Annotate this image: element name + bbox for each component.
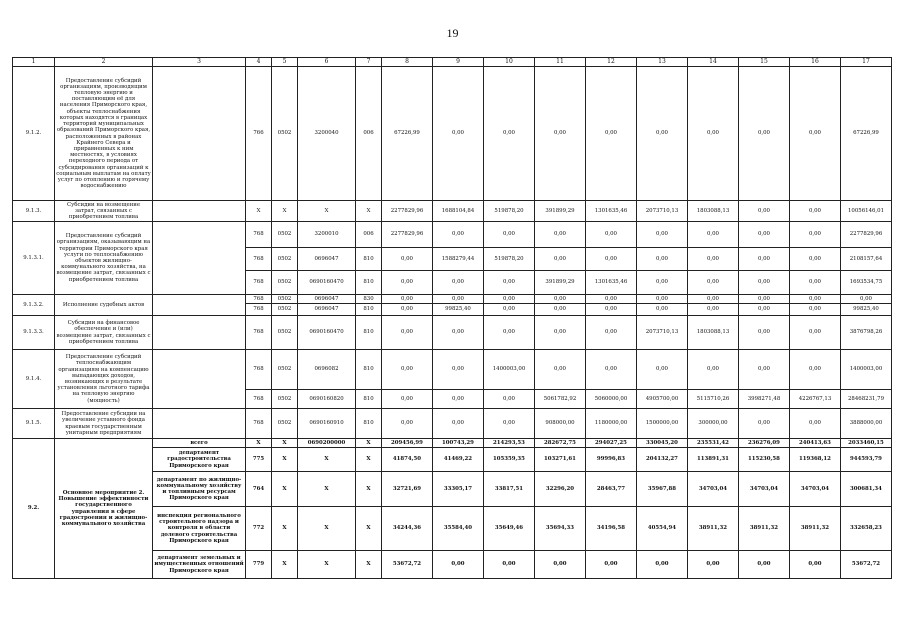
value-cell: 0,00 bbox=[484, 390, 535, 409]
table-cell: 768 bbox=[246, 222, 272, 248]
value-cell: 0,00 bbox=[535, 295, 586, 304]
column-header: 12 bbox=[586, 58, 637, 67]
column-header: 10 bbox=[484, 58, 535, 67]
value-cell: 0,00 bbox=[433, 551, 484, 579]
value-cell: 115230,58 bbox=[739, 448, 790, 472]
value-cell: 214293,53 bbox=[484, 439, 535, 448]
value-cell: 32721,69 bbox=[382, 472, 433, 507]
empty-cell bbox=[153, 201, 246, 222]
value-cell: 0,00 bbox=[790, 271, 841, 295]
value-cell: 0,00 bbox=[790, 551, 841, 579]
value-cell: 28468231,79 bbox=[841, 390, 892, 409]
column-header: 15 bbox=[739, 58, 790, 67]
table-cell: 830 bbox=[356, 295, 382, 304]
value-cell: 0,00 bbox=[586, 295, 637, 304]
table-cell: 0502 bbox=[272, 67, 298, 201]
value-cell: 3876798,26 bbox=[841, 316, 892, 350]
value-cell: 0,00 bbox=[739, 222, 790, 248]
table-cell: 0690200000 bbox=[298, 439, 356, 448]
value-cell: 330045,20 bbox=[637, 439, 688, 448]
row-name: Исполнение судебных актов bbox=[55, 295, 153, 316]
table-cell: X bbox=[272, 472, 298, 507]
value-cell: 2073710,13 bbox=[637, 316, 688, 350]
column-header: 13 bbox=[637, 58, 688, 67]
value-cell: 0,00 bbox=[790, 316, 841, 350]
row-name: Предоставление субсидий теплоснабжающим организациям на компенсацию выпадающих доходов, возникающих в результате установления льготного тарифа на тепловую энергию (мощность) bbox=[55, 350, 153, 409]
table-cell: X bbox=[272, 551, 298, 579]
value-cell: 0,00 bbox=[484, 316, 535, 350]
value-cell: 0,00 bbox=[535, 67, 586, 201]
value-cell: 119368,12 bbox=[790, 448, 841, 472]
table-cell: X bbox=[356, 439, 382, 448]
table-cell: X bbox=[356, 507, 382, 551]
table-cell: 779 bbox=[246, 551, 272, 579]
value-cell: 0,00 bbox=[535, 304, 586, 316]
value-cell: 0,00 bbox=[637, 248, 688, 271]
value-cell: 0,00 bbox=[535, 316, 586, 350]
value-cell: 1688104,84 bbox=[433, 201, 484, 222]
table-row bbox=[13, 201, 892, 222]
table-cell: 810 bbox=[356, 390, 382, 409]
value-cell: 0,00 bbox=[739, 271, 790, 295]
value-cell: 1588279,44 bbox=[433, 248, 484, 271]
value-cell: 0,00 bbox=[739, 295, 790, 304]
column-header: 9 bbox=[433, 58, 484, 67]
table-row bbox=[13, 409, 892, 439]
budget-table bbox=[12, 57, 892, 579]
table-cell: 768 bbox=[246, 304, 272, 316]
table-body bbox=[13, 58, 892, 579]
empty-cell bbox=[153, 67, 246, 201]
table-cell: 0502 bbox=[272, 316, 298, 350]
column-header: 4 bbox=[246, 58, 272, 67]
table-cell: 006 bbox=[356, 222, 382, 248]
value-cell: 0,00 bbox=[433, 271, 484, 295]
sub-label: департамент по жилищно-коммунальному хозяйству и топливным ресурсам Приморского края bbox=[153, 472, 246, 507]
value-cell: 38911,32 bbox=[790, 507, 841, 551]
value-cell: 0,00 bbox=[841, 295, 892, 304]
value-cell: 300681,34 bbox=[841, 472, 892, 507]
value-cell: 908000,00 bbox=[535, 409, 586, 439]
column-header: 5 bbox=[272, 58, 298, 67]
value-cell: 0,00 bbox=[739, 304, 790, 316]
value-cell: 5060000,00 bbox=[586, 390, 637, 409]
value-cell: 0,00 bbox=[790, 304, 841, 316]
table-row bbox=[13, 295, 892, 304]
value-cell: 1301635,46 bbox=[586, 271, 637, 295]
value-cell: 519878,20 bbox=[484, 201, 535, 222]
value-cell: 5061782,92 bbox=[535, 390, 586, 409]
value-cell: 34703,04 bbox=[739, 472, 790, 507]
value-cell: 0,00 bbox=[790, 201, 841, 222]
value-cell: 32296,20 bbox=[535, 472, 586, 507]
table-cell: 0502 bbox=[272, 409, 298, 439]
table-cell: 810 bbox=[356, 304, 382, 316]
value-cell: 0,00 bbox=[790, 350, 841, 390]
table-cell: 0502 bbox=[272, 304, 298, 316]
value-cell: 33305,17 bbox=[433, 472, 484, 507]
value-cell: 4905700,00 bbox=[637, 390, 688, 409]
table-cell: 764 bbox=[246, 472, 272, 507]
value-cell: 113891,31 bbox=[688, 448, 739, 472]
table-cell: 3200010 bbox=[298, 222, 356, 248]
empty-cell bbox=[153, 409, 246, 439]
table-row bbox=[13, 58, 892, 67]
table-cell: 810 bbox=[356, 248, 382, 271]
table-cell: X bbox=[298, 201, 356, 222]
value-cell: 10056146,01 bbox=[841, 201, 892, 222]
value-cell: 67226,99 bbox=[841, 67, 892, 201]
value-cell: 282672,75 bbox=[535, 439, 586, 448]
value-cell: 53672,72 bbox=[382, 551, 433, 579]
value-cell: 0,00 bbox=[790, 248, 841, 271]
value-cell: 35967,88 bbox=[637, 472, 688, 507]
value-cell: 99996,83 bbox=[586, 448, 637, 472]
value-cell: 1500000,00 bbox=[637, 409, 688, 439]
value-cell: 0,00 bbox=[382, 409, 433, 439]
row-name: Предоставление субсидий организациям, производящим тепловую энергию и поставляющим её для населения Приморского края, объекты теплоснабжения которых находятся в границах территорий муниципальных образований Приморского края, расположенных в районах Крайнего Севера и приравненных к ним местностях, в условиях переходного периода от субсидирования организаций к социальным выплатам на оплату услуг по отоплению и горячему водоснабжению bbox=[55, 67, 153, 201]
value-cell: 0,00 bbox=[688, 222, 739, 248]
row-code: 9.1.5. bbox=[13, 409, 55, 439]
value-cell: 391899,29 bbox=[535, 271, 586, 295]
value-cell: 0,00 bbox=[586, 67, 637, 201]
sub-label: всего bbox=[153, 439, 246, 448]
value-cell: 53672,72 bbox=[841, 551, 892, 579]
table-row bbox=[13, 316, 892, 350]
value-cell: 34244,36 bbox=[382, 507, 433, 551]
column-header: 1 bbox=[13, 58, 55, 67]
value-cell: 0,00 bbox=[688, 248, 739, 271]
row-code: 9.1.3.3. bbox=[13, 316, 55, 350]
value-cell: 236276,09 bbox=[739, 439, 790, 448]
value-cell: 28463,77 bbox=[586, 472, 637, 507]
value-cell: 0,00 bbox=[637, 350, 688, 390]
value-cell: 0,00 bbox=[790, 409, 841, 439]
table-cell: 810 bbox=[356, 316, 382, 350]
value-cell: 99825,40 bbox=[433, 304, 484, 316]
table-cell: 768 bbox=[246, 248, 272, 271]
value-cell: 0,00 bbox=[535, 248, 586, 271]
value-cell: 103271,61 bbox=[535, 448, 586, 472]
value-cell: 0,00 bbox=[586, 316, 637, 350]
table-cell: 768 bbox=[246, 390, 272, 409]
value-cell: 0,00 bbox=[382, 350, 433, 390]
value-cell: 3888000,00 bbox=[841, 409, 892, 439]
table-cell: 0696047 bbox=[298, 248, 356, 271]
row-name: Предоставление субсидии на увеличение уставного фонда краевым государственным унитарным предприятиям bbox=[55, 409, 153, 439]
sub-label: департамент земельных и имущественных отношений Приморского края bbox=[153, 551, 246, 579]
table-cell: 775 bbox=[246, 448, 272, 472]
value-cell: 0,00 bbox=[688, 551, 739, 579]
value-cell: 2108157,64 bbox=[841, 248, 892, 271]
column-header: 14 bbox=[688, 58, 739, 67]
value-cell: 209456,99 bbox=[382, 439, 433, 448]
value-cell: 0,00 bbox=[739, 409, 790, 439]
value-cell: 0,00 bbox=[382, 295, 433, 304]
value-cell: 3998271,48 bbox=[739, 390, 790, 409]
table-cell: 768 bbox=[246, 409, 272, 439]
value-cell: 0,00 bbox=[382, 271, 433, 295]
column-header: 16 bbox=[790, 58, 841, 67]
value-cell: 105359,35 bbox=[484, 448, 535, 472]
table-cell: 0502 bbox=[272, 295, 298, 304]
value-cell: 0,00 bbox=[739, 316, 790, 350]
value-cell: 0,00 bbox=[484, 409, 535, 439]
value-cell: 34703,04 bbox=[688, 472, 739, 507]
value-cell: 204132,27 bbox=[637, 448, 688, 472]
table-cell: X bbox=[298, 472, 356, 507]
value-cell: 0,00 bbox=[739, 201, 790, 222]
column-header: 6 bbox=[298, 58, 356, 67]
value-cell: 0,00 bbox=[637, 222, 688, 248]
table-cell: 768 bbox=[246, 271, 272, 295]
empty-cell bbox=[153, 222, 246, 295]
value-cell: 38911,32 bbox=[688, 507, 739, 551]
value-cell: 0,00 bbox=[484, 67, 535, 201]
value-cell: 100743,29 bbox=[433, 439, 484, 448]
value-cell: 0,00 bbox=[535, 551, 586, 579]
table-cell: 3200040 bbox=[298, 67, 356, 201]
value-cell: 41874,50 bbox=[382, 448, 433, 472]
value-cell: 0,00 bbox=[484, 222, 535, 248]
table-cell: X bbox=[272, 201, 298, 222]
value-cell: 0,00 bbox=[586, 350, 637, 390]
value-cell: 0,00 bbox=[433, 409, 484, 439]
value-cell: 0,00 bbox=[586, 304, 637, 316]
value-cell: 0,00 bbox=[739, 551, 790, 579]
value-cell: 294027,25 bbox=[586, 439, 637, 448]
value-cell: 4226767,13 bbox=[790, 390, 841, 409]
value-cell: 2277829,96 bbox=[382, 222, 433, 248]
value-cell: 391899,29 bbox=[535, 201, 586, 222]
table-cell: 768 bbox=[246, 295, 272, 304]
value-cell: 0,00 bbox=[484, 304, 535, 316]
value-cell: 0,00 bbox=[790, 295, 841, 304]
table-cell: X bbox=[356, 551, 382, 579]
row-code: 9.1.2. bbox=[13, 67, 55, 201]
table-cell: 0690160820 bbox=[298, 390, 356, 409]
table-cell: 0696047 bbox=[298, 295, 356, 304]
value-cell: 0,00 bbox=[637, 271, 688, 295]
table-cell: 0690160910 bbox=[298, 409, 356, 439]
value-cell: 519878,20 bbox=[484, 248, 535, 271]
table-cell: 0502 bbox=[272, 271, 298, 295]
empty-cell bbox=[153, 316, 246, 350]
row-code: 9.1.3.2. bbox=[13, 295, 55, 316]
table-cell: 810 bbox=[356, 409, 382, 439]
value-cell: 0,00 bbox=[586, 248, 637, 271]
value-cell: 2033460,15 bbox=[841, 439, 892, 448]
value-cell: 944593,79 bbox=[841, 448, 892, 472]
value-cell: 5115710,26 bbox=[688, 390, 739, 409]
table-row bbox=[13, 67, 892, 201]
value-cell: 0,00 bbox=[484, 271, 535, 295]
value-cell: 0,00 bbox=[688, 350, 739, 390]
column-header: 3 bbox=[153, 58, 246, 67]
table-cell: 810 bbox=[356, 350, 382, 390]
table-cell: X bbox=[298, 507, 356, 551]
table-cell: 772 bbox=[246, 507, 272, 551]
value-cell: 0,00 bbox=[433, 316, 484, 350]
sub-label: инспекция регионального строительного надзора и контроля в области долевого строительства Приморского края bbox=[153, 507, 246, 551]
value-cell: 0,00 bbox=[688, 295, 739, 304]
value-cell: 0,00 bbox=[535, 222, 586, 248]
value-cell: 0,00 bbox=[688, 304, 739, 316]
value-cell: 0,00 bbox=[586, 551, 637, 579]
value-cell: 0,00 bbox=[739, 350, 790, 390]
value-cell: 1400003,00 bbox=[484, 350, 535, 390]
value-cell: 0,00 bbox=[637, 295, 688, 304]
page-number: 19 bbox=[446, 26, 459, 40]
table-cell: X bbox=[356, 472, 382, 507]
table-cell: 0502 bbox=[272, 390, 298, 409]
value-cell: 1803088,13 bbox=[688, 316, 739, 350]
value-cell: 300000,00 bbox=[688, 409, 739, 439]
value-cell: 0,00 bbox=[433, 222, 484, 248]
value-cell: 99825,40 bbox=[841, 304, 892, 316]
row-name: Предоставление субсидий организациям, оказывающим на территории Приморского края услуги по теплоснабжению объектов жилищно-коммунального хозяйства, на возмещение затрат, связанных с приобретением топлива bbox=[55, 222, 153, 295]
empty-cell bbox=[153, 295, 246, 316]
row-code: 9.2. bbox=[13, 439, 55, 579]
row-code: 9.1.3.1. bbox=[13, 222, 55, 295]
table-cell: 0502 bbox=[272, 350, 298, 390]
value-cell: 1301635,46 bbox=[586, 201, 637, 222]
table-cell: 768 bbox=[246, 350, 272, 390]
value-cell: 235531,42 bbox=[688, 439, 739, 448]
table-cell: X bbox=[356, 201, 382, 222]
table-cell: 768 bbox=[246, 316, 272, 350]
column-header: 17 bbox=[841, 58, 892, 67]
value-cell: 0,00 bbox=[586, 222, 637, 248]
table-row bbox=[13, 439, 892, 448]
value-cell: 0,00 bbox=[382, 390, 433, 409]
table-cell: X bbox=[298, 551, 356, 579]
value-cell: 2277829,96 bbox=[841, 222, 892, 248]
value-cell: 38911,32 bbox=[739, 507, 790, 551]
value-cell: 0,00 bbox=[688, 271, 739, 295]
column-header: 7 bbox=[356, 58, 382, 67]
table-cell: 006 bbox=[356, 67, 382, 201]
value-cell: 0,00 bbox=[688, 67, 739, 201]
row-name: Субсидии на финансовое обеспечение и (или) возмещение затрат, связанных с приобретением топлива bbox=[55, 316, 153, 350]
value-cell: 0,00 bbox=[433, 390, 484, 409]
column-header: 2 bbox=[55, 58, 153, 67]
value-cell: 0,00 bbox=[790, 222, 841, 248]
value-cell: 0,00 bbox=[433, 295, 484, 304]
row-code: 9.1.3. bbox=[13, 201, 55, 222]
value-cell: 0,00 bbox=[637, 304, 688, 316]
value-cell: 0,00 bbox=[382, 248, 433, 271]
table-cell: 766 bbox=[246, 67, 272, 201]
table-cell: X bbox=[272, 507, 298, 551]
table-row bbox=[13, 222, 892, 248]
value-cell: 41469,22 bbox=[433, 448, 484, 472]
table-cell: X bbox=[246, 439, 272, 448]
value-cell: 1693534,75 bbox=[841, 271, 892, 295]
value-cell: 0,00 bbox=[484, 295, 535, 304]
table-cell: 0502 bbox=[272, 222, 298, 248]
value-cell: 40554,94 bbox=[637, 507, 688, 551]
value-cell: 35694,33 bbox=[535, 507, 586, 551]
table-cell: 0690160470 bbox=[298, 271, 356, 295]
value-cell: 0,00 bbox=[739, 67, 790, 201]
column-header: 8 bbox=[382, 58, 433, 67]
value-cell: 34196,58 bbox=[586, 507, 637, 551]
row-name: Основное мероприятие 2. Повышение эффективности государственного управления в сфере градостроения и жилищно-коммунального хозяйства bbox=[55, 439, 153, 579]
value-cell: 1180000,00 bbox=[586, 409, 637, 439]
value-cell: 33817,51 bbox=[484, 472, 535, 507]
table-cell: 0696047 bbox=[298, 304, 356, 316]
value-cell: 0,00 bbox=[382, 316, 433, 350]
value-cell: 332658,23 bbox=[841, 507, 892, 551]
value-cell: 0,00 bbox=[382, 304, 433, 316]
sub-label: департамент градостроительства Приморского края bbox=[153, 448, 246, 472]
value-cell: 0,00 bbox=[484, 551, 535, 579]
value-cell: 35584,40 bbox=[433, 507, 484, 551]
value-cell: 0,00 bbox=[535, 350, 586, 390]
value-cell: 2073710,13 bbox=[637, 201, 688, 222]
column-header: 11 bbox=[535, 58, 586, 67]
table-row bbox=[13, 350, 892, 390]
value-cell: 34703,04 bbox=[790, 472, 841, 507]
value-cell: 0,00 bbox=[433, 67, 484, 201]
value-cell: 1803088,13 bbox=[688, 201, 739, 222]
value-cell: 0,00 bbox=[637, 551, 688, 579]
value-cell: 35649,46 bbox=[484, 507, 535, 551]
value-cell: 0,00 bbox=[790, 67, 841, 201]
value-cell: 240413,63 bbox=[790, 439, 841, 448]
table-cell: 0690160470 bbox=[298, 316, 356, 350]
value-cell: 2277829,96 bbox=[382, 201, 433, 222]
table-cell: X bbox=[272, 448, 298, 472]
table-cell: X bbox=[272, 439, 298, 448]
row-name: Субсидии на возмещение затрат, связанных с приобретением топлива bbox=[55, 201, 153, 222]
row-code: 9.1.4. bbox=[13, 350, 55, 409]
table-cell: X bbox=[356, 448, 382, 472]
value-cell: 67226,99 bbox=[382, 67, 433, 201]
value-cell: 0,00 bbox=[433, 350, 484, 390]
table-cell: 810 bbox=[356, 271, 382, 295]
value-cell: 0,00 bbox=[637, 67, 688, 201]
value-cell: 0,00 bbox=[739, 248, 790, 271]
table-cell: X bbox=[246, 201, 272, 222]
empty-cell bbox=[153, 350, 246, 409]
value-cell: 1400003,00 bbox=[841, 350, 892, 390]
table-cell: 0696082 bbox=[298, 350, 356, 390]
table-cell: X bbox=[298, 448, 356, 472]
table-cell: 0502 bbox=[272, 248, 298, 271]
